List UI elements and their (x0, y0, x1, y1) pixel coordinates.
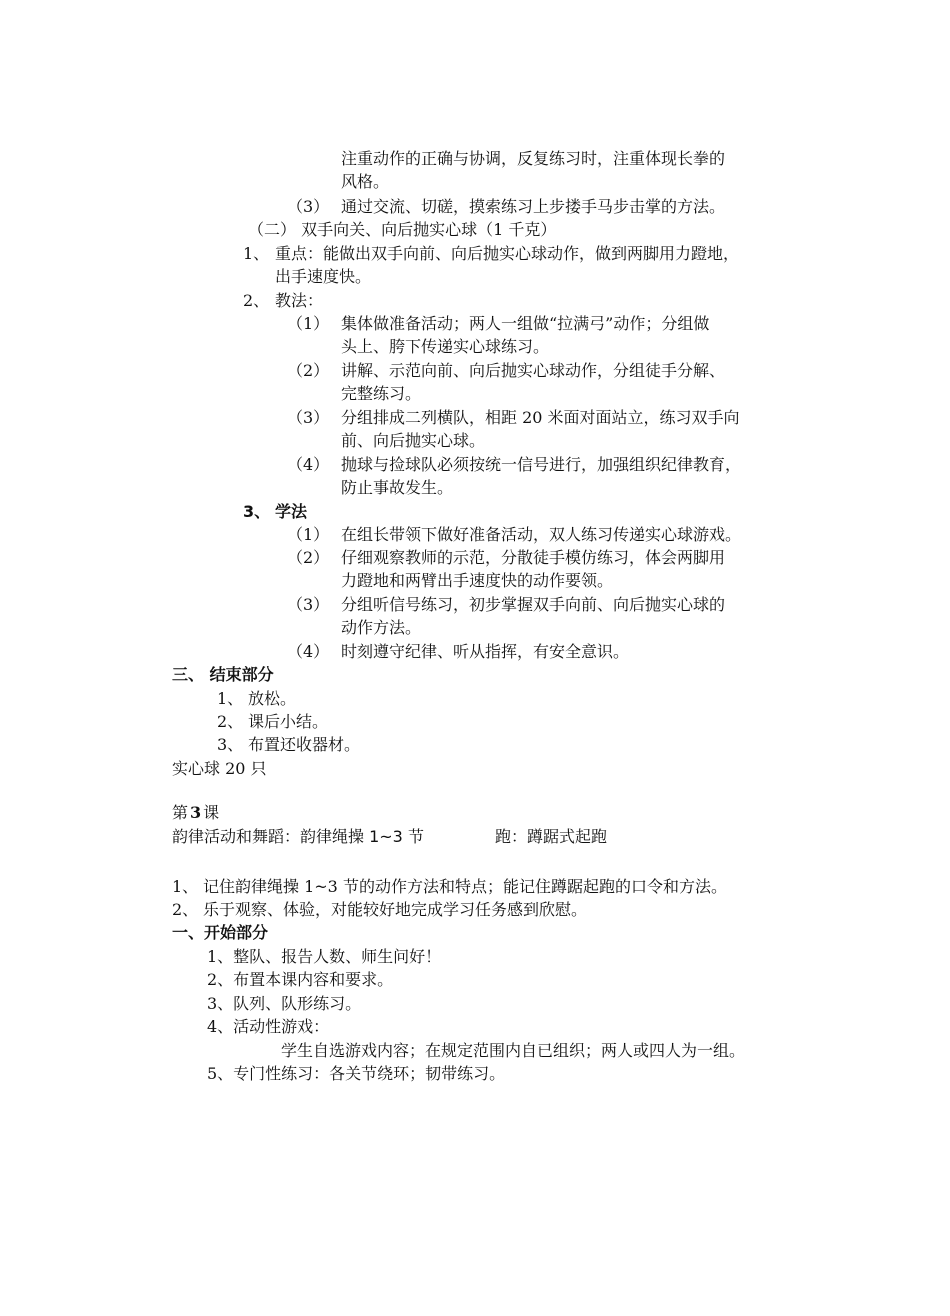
list-item-text: 抛球与捡球队必须按统一信号进行，加强组织纪律教育， (341, 455, 742, 474)
list-marker: 3、 (217, 735, 244, 754)
list-marker: （1） (287, 525, 330, 544)
equipment-line: 实心球 20 只 (172, 759, 267, 778)
list-marker: （4） (287, 642, 330, 661)
list-item: 5、专门性练习：各关节绕环；韧带练习。 (207, 1064, 506, 1083)
list-item-text: 在组长带领下做好准备活动，双人练习传递实心球游戏。 (341, 525, 742, 544)
paragraph-line: 风格。 (341, 172, 390, 191)
lesson-topic-main: 韵律活动和舞蹈：韵律绳操 1~3 节 (172, 827, 424, 846)
list-item-text: 集体做准备活动；两人一组做“拉满弓”动作；分组做 (341, 314, 710, 333)
list-marker: 1、 (243, 244, 270, 263)
lesson-title-prefix: 第 (172, 803, 189, 822)
list-item-text: 出手速度快。 (275, 267, 372, 286)
list-item-text: 前、向后抛实心球。 (341, 431, 486, 450)
lesson-title-suffix: 课 (203, 803, 220, 822)
lesson-title (172, 802, 219, 824)
list-item-text: 时刻遵守纪律、听从指挥，有安全意识。 (341, 642, 630, 661)
list-marker: （4） (287, 455, 330, 474)
goal-text: 记住韵律绳操 1~3 节的动作方法和特点；能记住蹲踞起跑的口令和方法。 (203, 877, 727, 896)
goal-marker: 1、 (172, 877, 199, 896)
list-item-text: 仔细观察教师的示范，分散徒手模仿练习，体会两脚用 (341, 548, 726, 567)
list-item: 3、队列、队形练习。 (207, 994, 362, 1013)
list-item-text: 力蹬地和两臂出手速度快的动作要领。 (341, 571, 614, 590)
list-marker: 3、 (243, 502, 271, 521)
list-item-text: 课后小结。 (248, 712, 329, 731)
list-item: 1、整队、报告人数、师生问好！ (207, 947, 442, 966)
paragraph-line: 注重动作的正确与协调，反复练习时，注重体现长拳的 (341, 149, 726, 168)
list-marker: （2） (287, 548, 330, 567)
list-item-text: 防止事故发生。 (341, 478, 454, 497)
section-heading: 三、 结束部分 (172, 665, 274, 684)
list-item-text: 讲解、示范向前、向后抛实心球动作，分组徒手分解、 (341, 361, 726, 380)
list-item-text: 完整练习。 (341, 384, 422, 403)
list-item-text: 重点：能做出双手向前、向后抛实心球动作，做到两脚用力蹬地， (275, 244, 740, 263)
list-marker: 1、 (217, 689, 244, 708)
list-marker: （1） (287, 314, 330, 333)
list-item-text: 分组听信号练习，初步掌握双手向前、向后抛实心球的 (341, 595, 726, 614)
list-marker: （3） (287, 197, 330, 216)
list-marker: （3） (287, 595, 330, 614)
list-item: 2、布置本课内容和要求。 (207, 970, 394, 989)
list-item-text: 通过交流、切磋，摸索练习上步搂手马步击掌的方法。 (341, 197, 726, 216)
goal-marker: 2、 (172, 900, 199, 919)
list-item-subline: 学生自选游戏内容；在规定范围内自已组织；两人或四人为一组。 (281, 1041, 746, 1060)
list-marker: 2、 (217, 712, 244, 731)
list-item-text: 分组排成二列横队，相距 20 米面对面站立，练习双手向 (341, 408, 740, 427)
section-heading: （二） 双手向关、向后抛实心球（1 千克） (248, 220, 557, 239)
list-item-text: 放松。 (248, 689, 297, 708)
list-marker: 2、 (243, 291, 270, 310)
list-item-text: 学法 (275, 502, 308, 521)
list-marker: （2） (287, 361, 330, 380)
list-item-text: 动作方法。 (341, 618, 422, 637)
list-marker: （3） (287, 408, 330, 427)
part-one-heading: 一、开始部分 (172, 923, 269, 942)
list-item-text: 布置还收器材。 (248, 735, 361, 754)
list-item-text: 教法： (275, 291, 324, 310)
lesson-number: 3 (190, 803, 202, 822)
list-item: 4、活动性游戏： (207, 1017, 330, 1036)
goal-text: 乐于观察、体验，对能较好地完成学习任务感到欣慰。 (203, 900, 588, 919)
lesson-topic-run: 跑：蹲踞式起跑 (495, 827, 608, 846)
list-item-text: 头上、胯下传递实心球练习。 (341, 337, 550, 356)
